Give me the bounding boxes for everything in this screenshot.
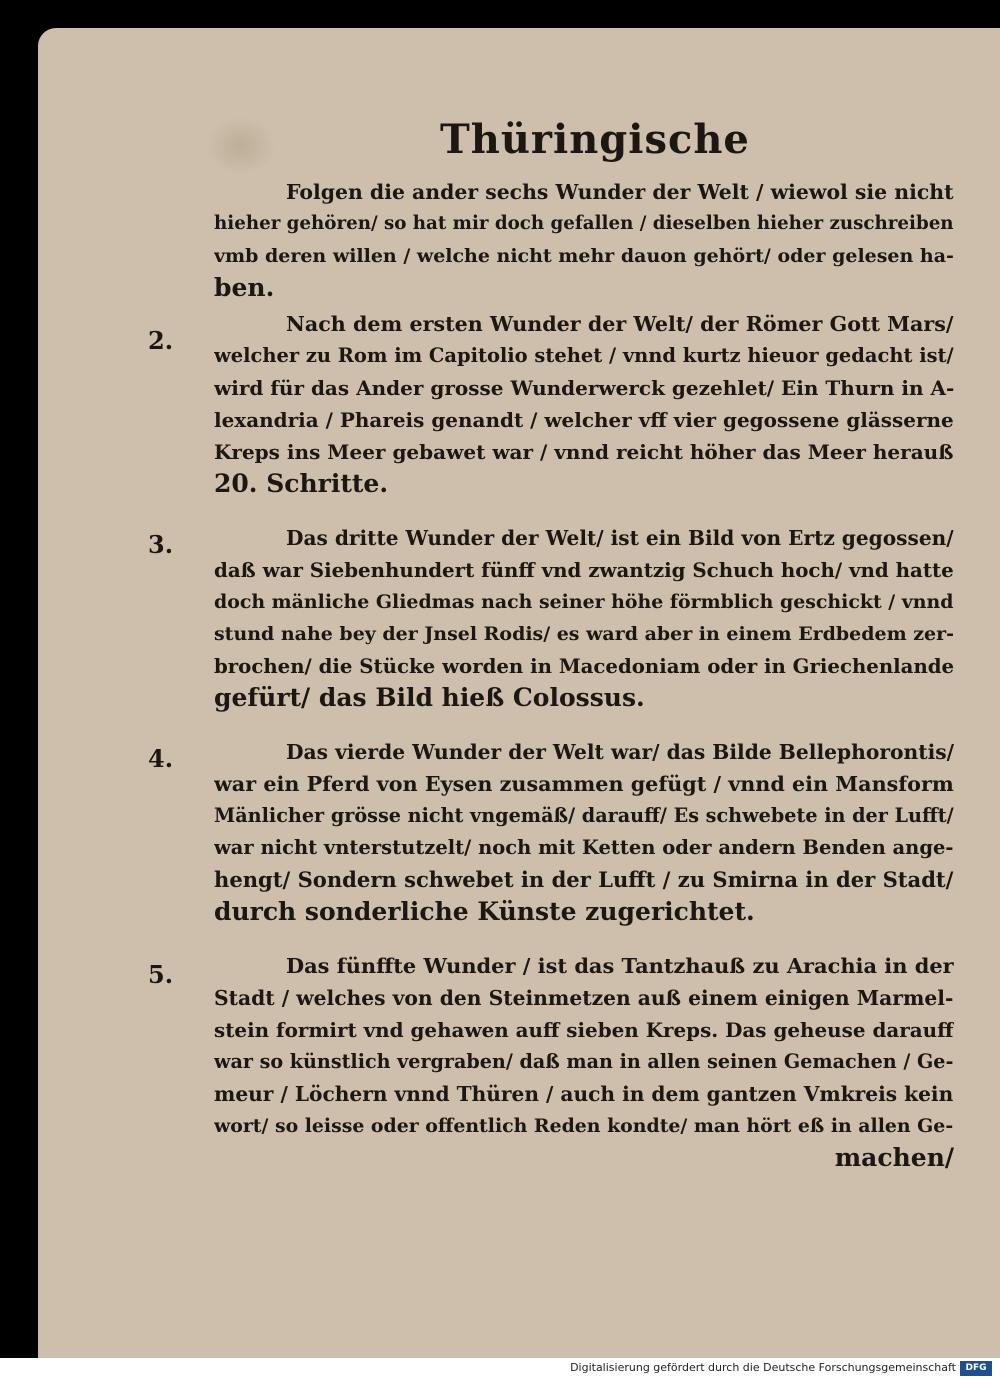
paragraph-number: 4. xyxy=(148,744,174,773)
text-line: hengt/ Sondern schwebet in der Lufft / zu Smirna in der Stadt/ xyxy=(214,867,954,892)
text-line: welcher zu Rom im Capitolio stehet / vnnd kurtz hieuor gedacht ist/ xyxy=(214,344,954,367)
text-line: stund nahe bey der Jnsel Rodis/ es ward aber in einem Erdbedem zer- xyxy=(214,623,954,645)
text-line: war ein Pferd von Eysen zusammen gefügt / vnnd ein Mansform xyxy=(214,772,954,796)
text-line: wort/ so leisse oder offentlich Reden kondte/ man hört eß in allen Ge- xyxy=(214,1115,954,1137)
text-line: Folgen die ander sechs Wunder der Welt / wiewol sie nicht xyxy=(286,180,954,204)
text-line: Kreps ins Meer gebawet war / vnnd reicht höher das Meer herauß xyxy=(214,440,954,464)
text-line: Das dritte Wunder der Welt/ ist ein Bild von Ertz gegossen/ xyxy=(286,526,954,550)
text-line: brochen/ die Stücke worden in Macedoniam oder in Griechenlande xyxy=(214,654,954,678)
text-line: wird für das Ander grosse Wunderwerck gezehlet/ Ein Thurn in A- xyxy=(214,376,954,400)
text-line: war so künstlich vergraben/ daß man in allen seinen Gemachen / Ge- xyxy=(214,1050,954,1073)
text-line: Stadt / welches von den Steinmetzen auß einem einigen Marmel- xyxy=(214,986,954,1010)
text-line: stein formirt vnd gehawen auff sieben Kreps. Das geheuse darauff xyxy=(214,1018,954,1042)
catchword: machen/ xyxy=(834,1143,954,1172)
paragraph-number: 2. xyxy=(148,326,174,355)
text-line: Mänlicher grösse nicht vngemäß/ darauff/ Es schwebete in der Lufft/ xyxy=(214,804,954,827)
page-stain xyxy=(206,116,276,176)
funding-credit: Digitalisierung gefördert durch die Deutsche Forschungsgemeinschaft xyxy=(570,1361,956,1374)
paragraph-5 xyxy=(214,950,954,1174)
running-head: Thüringische xyxy=(440,116,750,163)
text-line: daß war Siebenhundert fünff vnd zwantzig Schuch hoch/ vnd hatte xyxy=(214,558,954,582)
text-line: durch sonderliche Künste zugerichtet. xyxy=(214,897,755,926)
text-line: meur / Löchern vnnd Thüren / auch in dem gantzen Vmkreis kein xyxy=(214,1082,954,1106)
paragraph-2 xyxy=(214,308,954,500)
footer-bar xyxy=(0,1358,1000,1380)
text-line: lexandria / Phareis genandt / welcher vff vier gegossene glässerne xyxy=(214,408,954,432)
text-line: war nicht vnterstutzelt/ noch mit Ketten oder andern Benden ange- xyxy=(214,836,954,859)
text-line: vmb deren willen / welche nicht mehr dauon gehört/ oder gelesen ha- xyxy=(214,245,954,267)
text-line: Nach dem ersten Wunder der Welt/ der Römer Gott Mars/ xyxy=(286,312,954,336)
text-line: ben. xyxy=(214,273,275,302)
dfg-logo: DFG xyxy=(960,1361,992,1376)
text-line: Das fünffte Wunder / ist das Tantzhauß zu Arachia in der xyxy=(286,953,954,978)
paragraph-4 xyxy=(214,736,954,928)
paragraph-number: 5. xyxy=(148,960,174,989)
paragraph-number: 3. xyxy=(148,530,174,559)
text-line: hieher gehören/ so hat mir doch gefallen / dieselben hieher zuschreiben xyxy=(214,213,954,234)
text-line: 20. Schritte. xyxy=(214,469,389,498)
paragraph-3 xyxy=(214,522,954,714)
text-line: doch mänliche Gliedmas nach seiner höhe förmblich geschickt / vnnd xyxy=(214,591,954,613)
paragraph-1 xyxy=(214,176,954,304)
text-line: gefürt/ das Bild hieß Colossus. xyxy=(214,683,645,712)
text-line: Das vierde Wunder der Welt war/ das Bilde Bellephorontis/ xyxy=(286,740,954,764)
